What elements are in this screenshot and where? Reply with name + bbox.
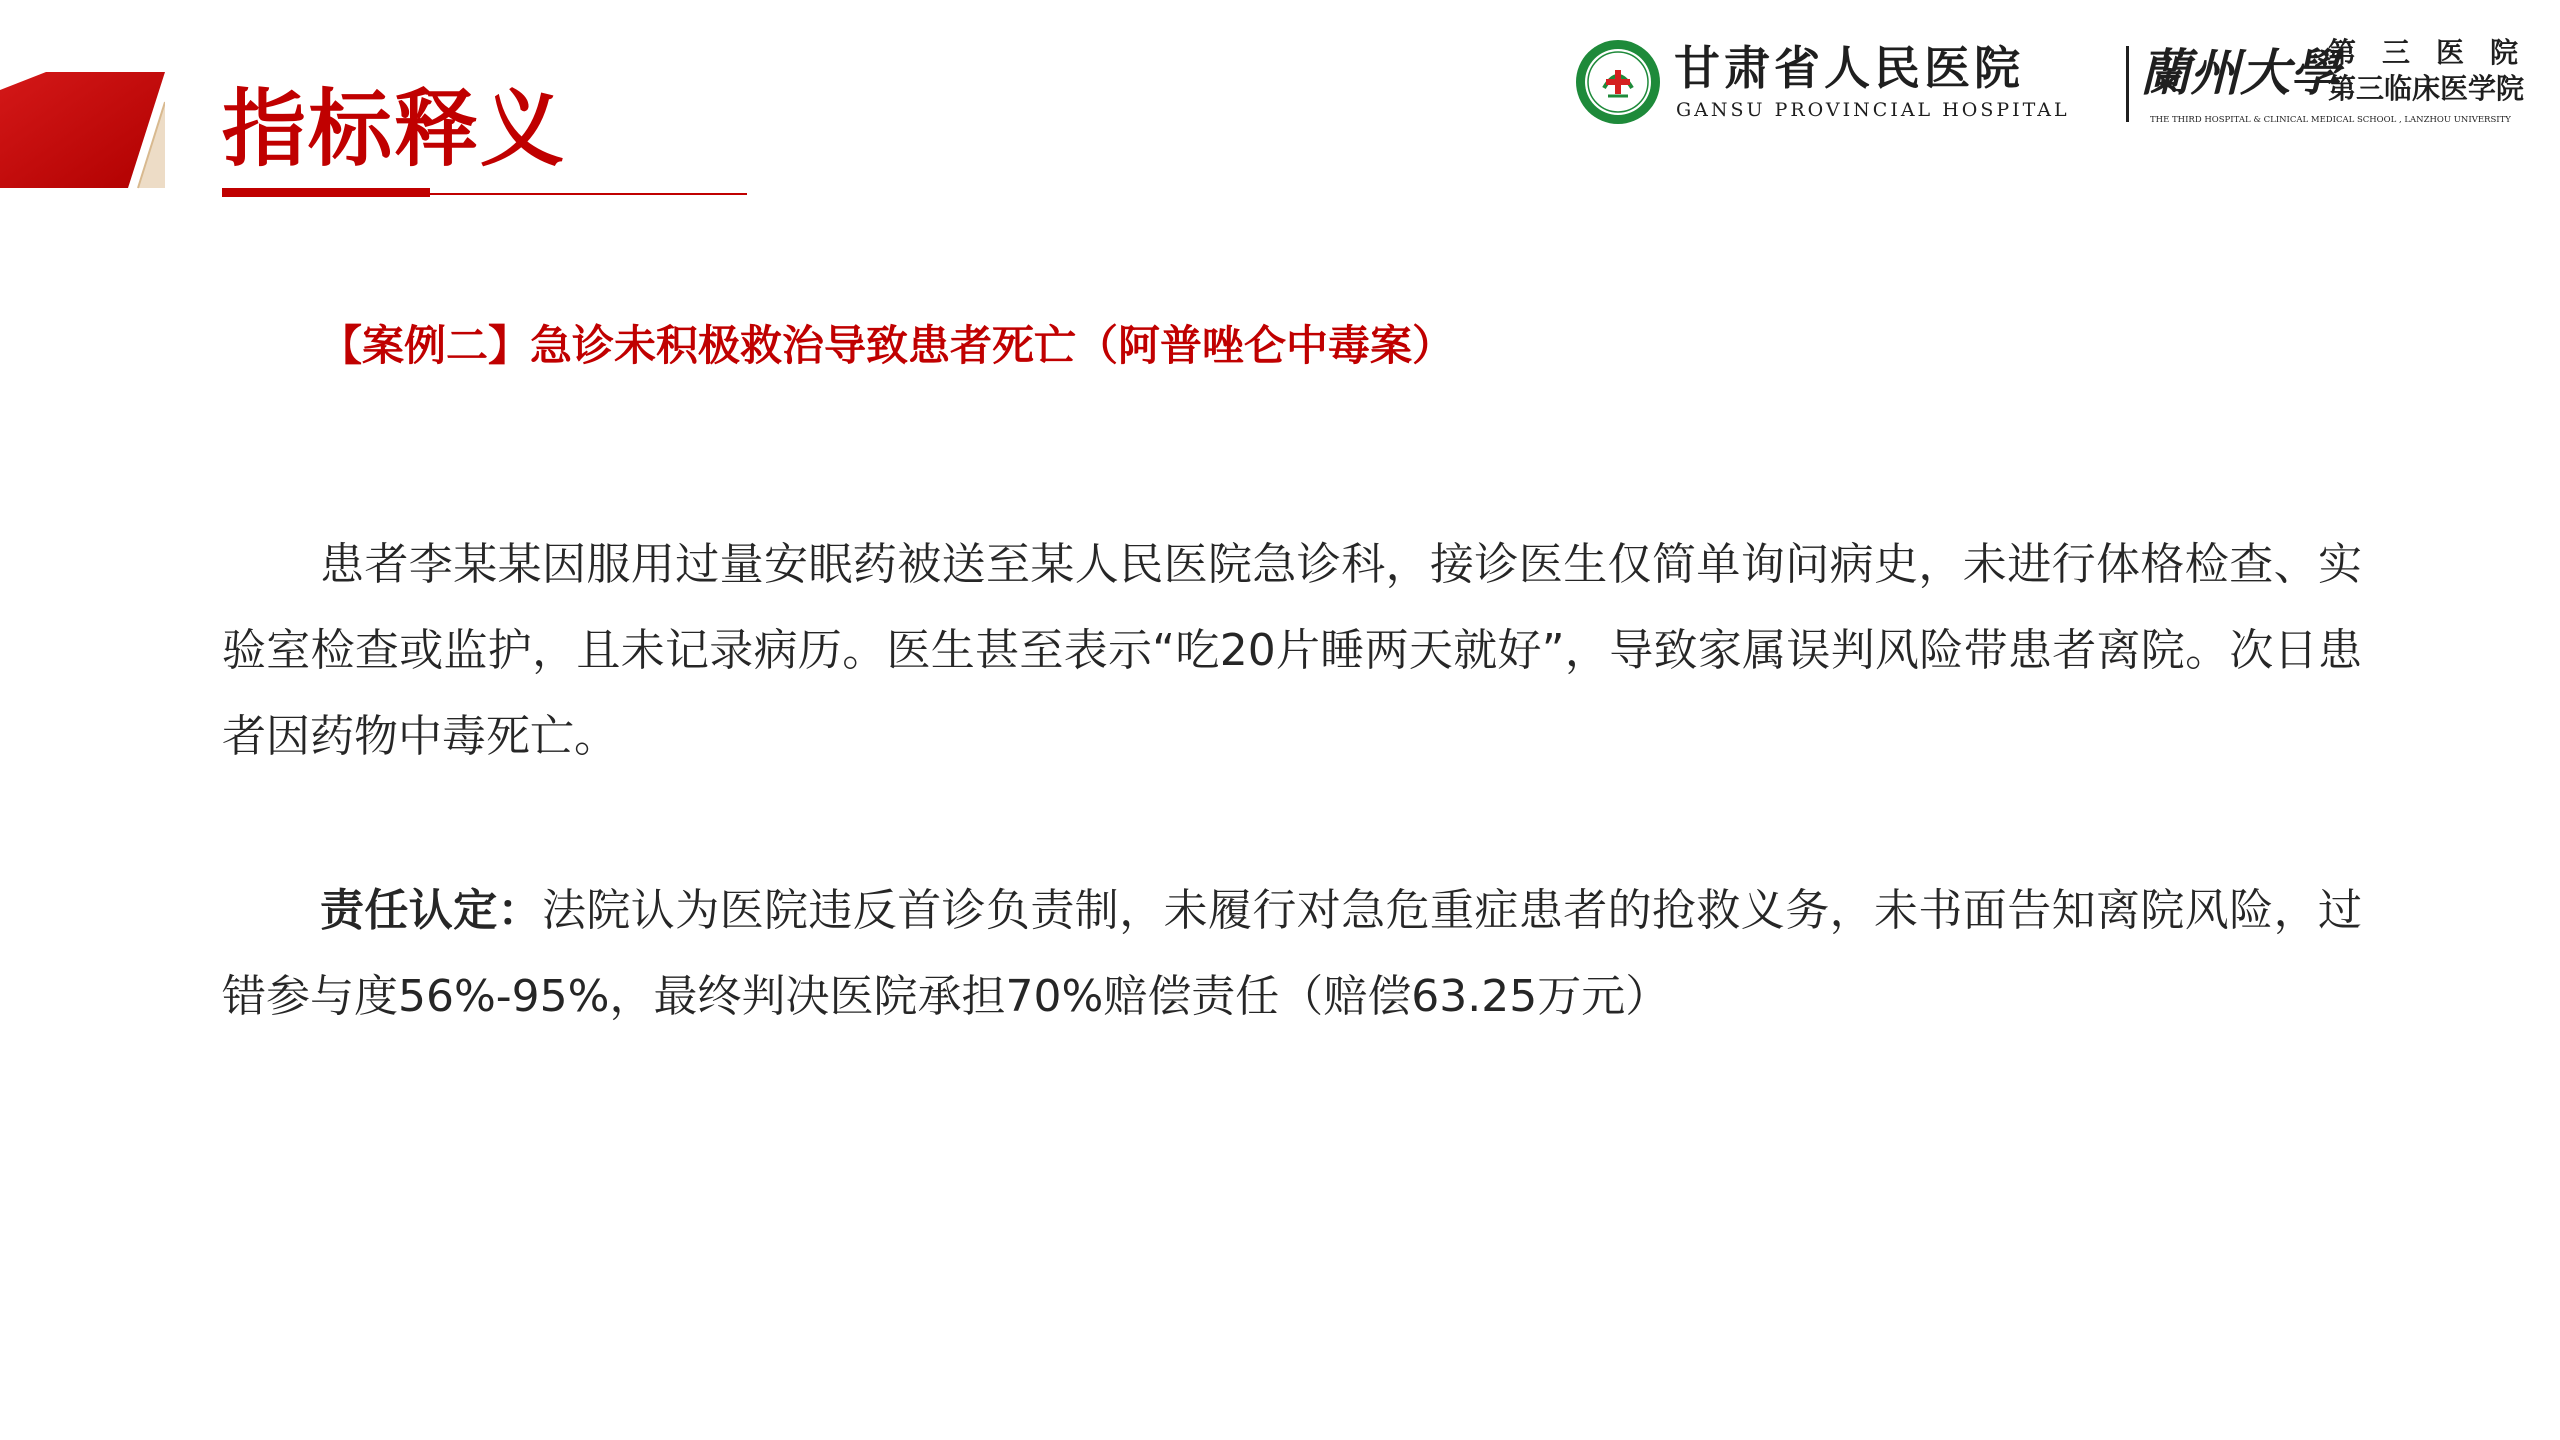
liability-paragraph: [222, 868, 2362, 1040]
affiliation-line2: 第三临床医学院: [2328, 72, 2525, 105]
university-name: 蘭州大學: [2140, 43, 2340, 102]
liability-text: 法院认为医院违反首诊负责制，未履行对急危重症患者的抢救义务，未书面告知离院风险，过错参与度56%-95%，最终判决医院承担70%赔偿责任（赔偿63.25万元）: [222, 885, 2362, 1022]
logo-divider: [2126, 46, 2129, 122]
affiliation-en: THE THIRD HOSPITAL & CLINICAL MEDICAL SCHOOL , LANZHOU UNIVERSITY: [2150, 115, 2511, 125]
header-red-banner: [0, 72, 165, 190]
hospital-logo: [1574, 38, 2544, 138]
page-title: 指标释义: [222, 80, 567, 178]
case-title: 【案例二】急诊未积极救治导致患者死亡（阿普唑仑中毒案）: [320, 321, 1455, 370]
hospital-name-cn: 甘肃省人民医院: [1674, 41, 2024, 95]
affiliation-line1: 第三医院: [2328, 36, 2545, 69]
hospital-seal-icon: [1574, 38, 1662, 126]
case-description: 患者李某某因服用过量安眠药被送至某人民医院急诊科，接诊医生仅简单询问病史，未进行体格检查、实验室检查或监护，且未记录病历。医生甚至表示“吃20片睡两天就好”，导致家属误判风险带患者离院。次日患者因药物中毒死亡。: [222, 539, 2362, 762]
liability-label: 责任认定：: [320, 885, 542, 936]
title-underline-accent: [222, 188, 430, 197]
hospital-name-en: GANSU PROVINCIAL HOSPITAL: [1676, 99, 2070, 121]
